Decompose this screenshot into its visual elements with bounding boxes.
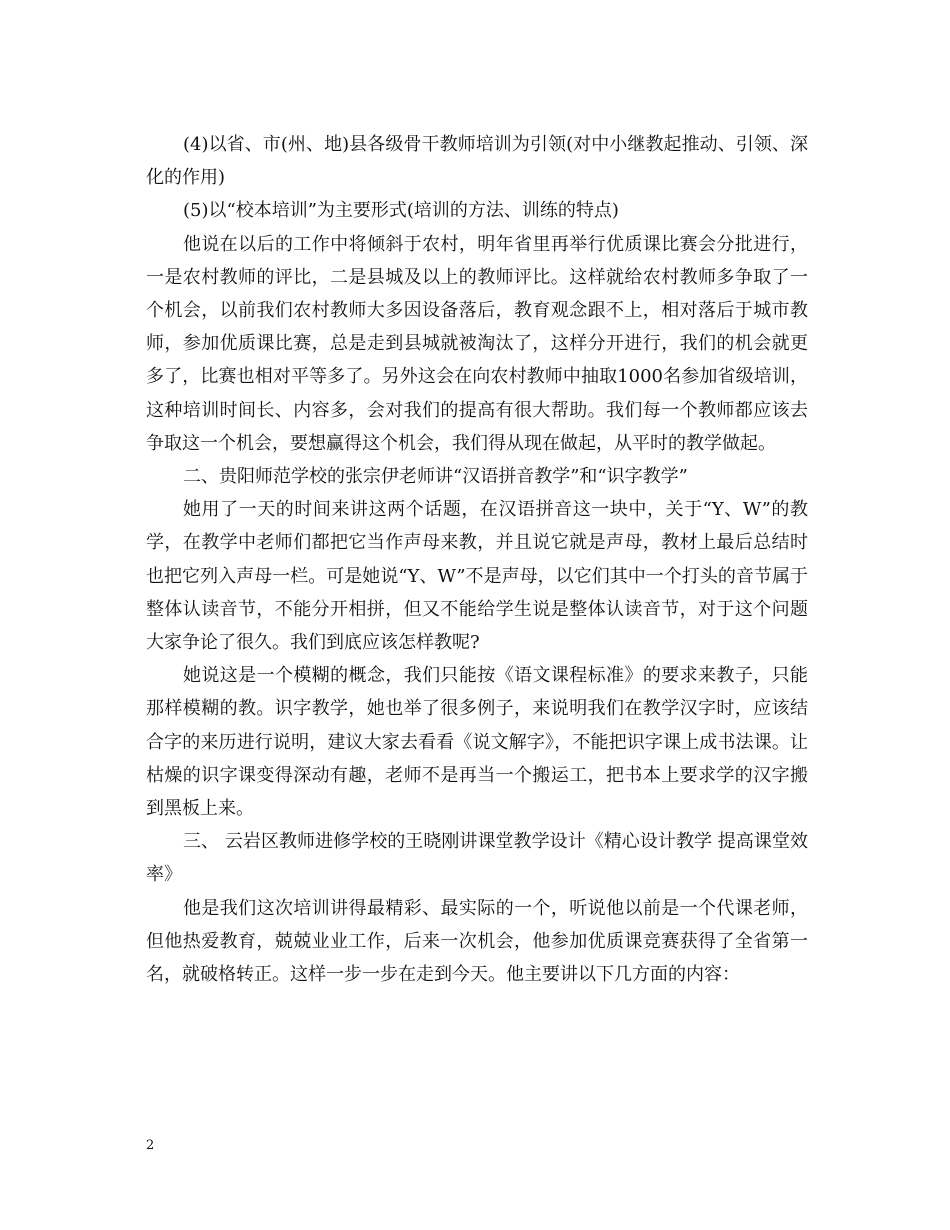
paragraph-pinyin-teaching: 她用了一天的时间来讲这两个话题，在汉语拼音这一块中，关于“Y、W”的教学，在教学中老师们都把它当作声母来教，并且说它就是声母，教材上最后总结时也把它列入声母一栏。可是她说“Y、W”不是声母，以它们其中一个打头的音节属于整体认读音节，不能分开相拼，但又不能给学生说是整体认读音节，对于这个问题大家争论了很久。我们到底应该怎样教呢? bbox=[146, 499, 808, 654]
section-heading-three: 三、 云岩区教师进修学校的王晓刚讲课堂教学设计《精心设计教学 提高课堂效率》 bbox=[146, 831, 808, 886]
document-body bbox=[146, 128, 808, 991]
paragraph-school-based-training: (5)以“校本培训”为主要形式(培训的方法、训练的特点) bbox=[183, 200, 619, 222]
paragraph-rural-teachers: 他说在以后的工作中将倾斜于农村，明年省里再举行优质课比赛会分批进行，一是农村教师的评比，二是县城及以上的教师评比。这样就给农村教师多争取了一个机会，以前我们农村教师大多因设备落后，教育观念跟不上，相对落后于城市教师，参加优质课比赛，总是走到县城就被淘汰了，这样分开进行，我们的机会就更多了，比赛也相对平等多了。另外这会在向农村教师中抽取1000名参加省级培训，这种培训时间长、内容多，会对我们的提高有很大帮助。我们每一个教师都应该去争取这一个机会，要想赢得这个机会，我们得从现在做起，从平时的教学做起。 bbox=[146, 233, 808, 454]
paragraph-literacy-teaching: 她说这是一个模糊的概念，我们只能按《语文课程标准》的要求来教子，只能那样模糊的教。识字教学，她也举了很多例子，来说明我们在教学汉字时，应该结合字的来历进行说明，建议大家去看看《说文解字》，不能把识字课上成书法课。让枯燥的识字课变得深动有趣，老师不是再当一个搬运工，把书本上要求学的汉字搬到黑板上来。 bbox=[146, 665, 808, 820]
page-number: 2 bbox=[146, 1138, 155, 1153]
section-heading-two: 二、贵阳师范学校的张宗伊老师讲“汉语拼音教学”和“识字教学” bbox=[183, 466, 688, 488]
paragraph-backbone-training: (4)以省、市(州、地)县各级骨干教师培训为引领(对中小继教起推动、引领、深化的作用) bbox=[146, 134, 808, 189]
paragraph-lesson-design: 他是我们这次培训讲得最精彩、最实际的一个，听说他以前是一个代课老师，但他热爱教育，兢兢业业工作，后来一次机会，他参加优质课竞赛获得了全省第一名，就破格转正。这样一步一步在走到今天。他主要讲以下几方面的内容： bbox=[146, 897, 808, 986]
